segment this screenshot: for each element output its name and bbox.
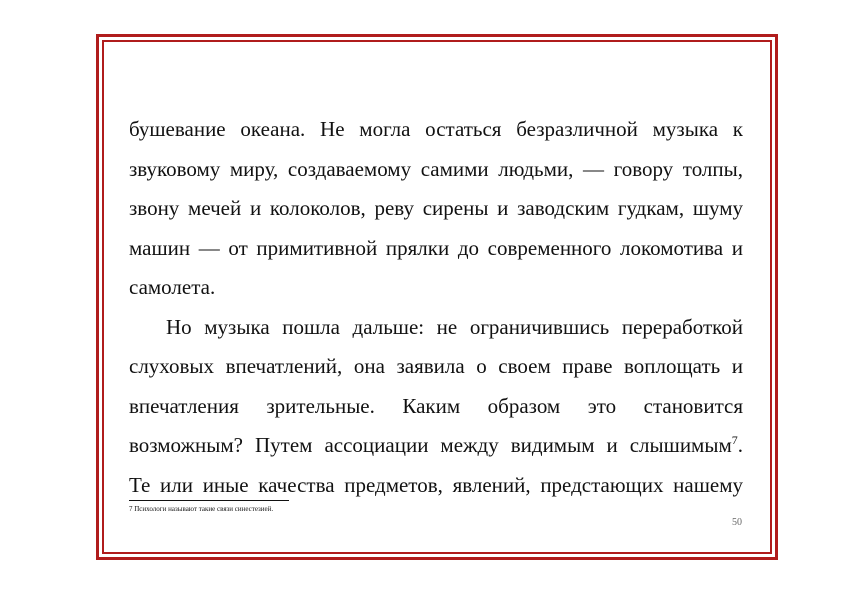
footnote-divider	[129, 500, 289, 501]
text-line: слуховых впечатлений, она заявила о своем праве воплощать и	[129, 354, 743, 378]
text-line: самолета.	[129, 275, 216, 299]
text-line: бушевание океана. Не могла остаться безразличной музыка к	[129, 117, 743, 141]
footnote: 7 Психологи называют такие связи синестезией.	[129, 505, 274, 513]
text-line: Те или иные качества предметов, явлений, предстающих нашему	[129, 472, 743, 497]
body-text	[129, 110, 743, 505]
text-line: машин — от примитивной прялки до современного локомотива и	[129, 235, 743, 260]
text-line-punctuation: .	[737, 433, 743, 457]
text-line-with-footnote	[129, 426, 743, 466]
paragraph-first-line: Но музыка пошла дальше: не ограничившись переработкой	[166, 314, 743, 339]
text-line: звону мечей и колоколов, реву сирены и заводским гудкам, шуму	[129, 196, 743, 220]
text-line-segment: возможным? Путем ассоциации между видимым и слышимым	[129, 433, 732, 457]
page-number: 50	[732, 517, 742, 528]
text-line: впечатления зрительные. Каким образом это становится	[129, 393, 743, 418]
footnote-reference[interactable]: 7	[731, 433, 738, 447]
text-line: звуковому миру, создаваемому самими людьми, — говору толпы,	[129, 156, 743, 181]
